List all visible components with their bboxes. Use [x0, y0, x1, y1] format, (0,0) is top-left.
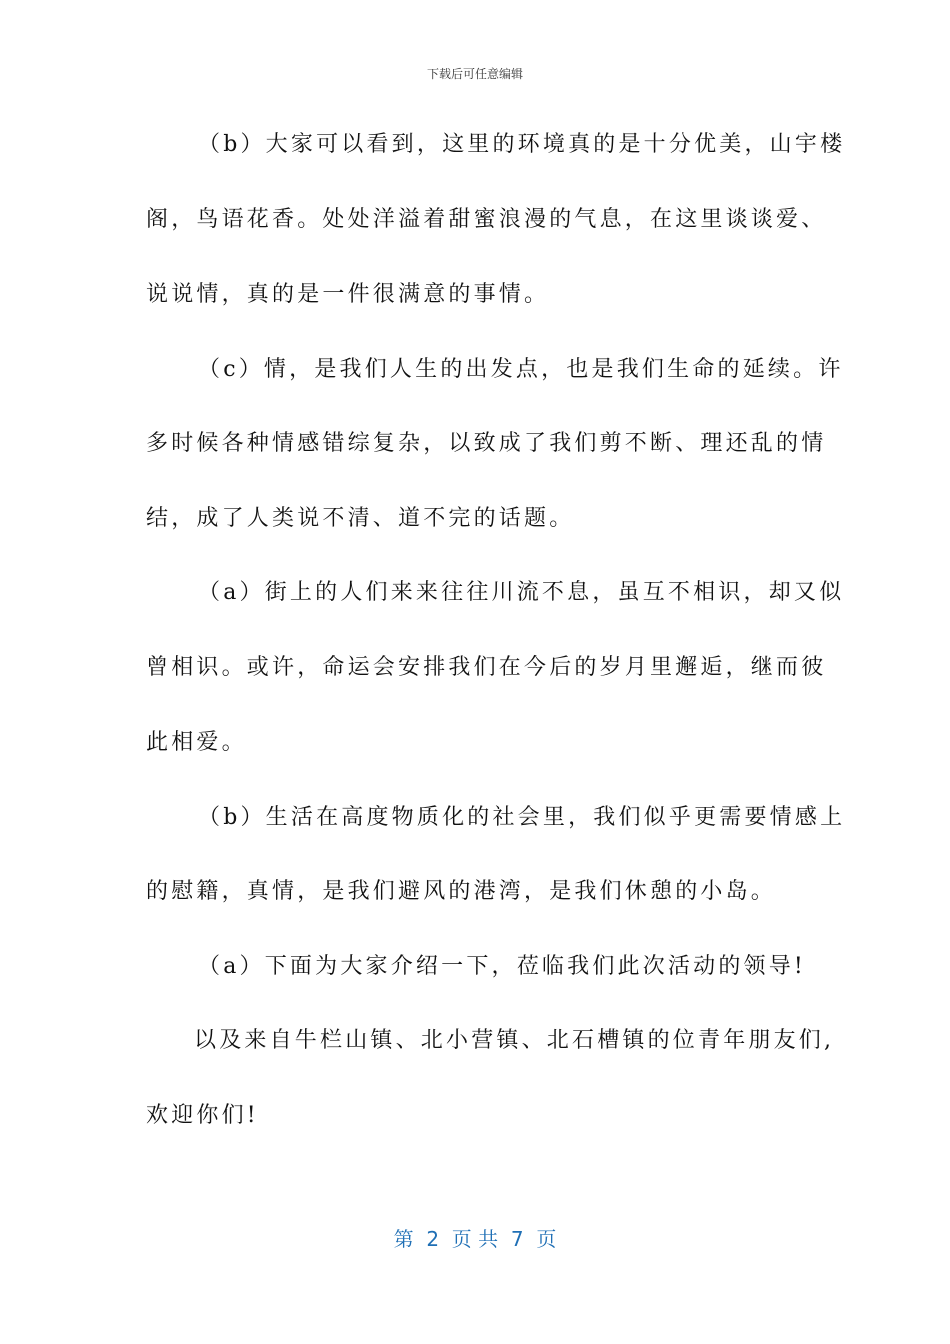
- page-number-text: 第 2 页 共 7 页: [393, 1227, 557, 1251]
- paragraph-2-line-1: （c）情，是我们人生的出发点，也是我们生命的延续。许: [198, 357, 844, 382]
- page-header: 下载后可任意编辑: [426, 67, 523, 81]
- paragraph-2-line-2: 多时候各种情感错综复杂，以致成了我们剪不断、理还乱的情: [146, 431, 827, 456]
- paragraph-2-line-3: 结，成了人类说不清、道不完的话题。: [146, 506, 575, 531]
- paragraph-3-line-2: 曾相识。或许，命运会安排我们在今后的岁月里邂逅，继而彼: [146, 655, 827, 680]
- paragraph-5-line-1: （a）下面为大家介绍一下，莅临我们此次活动的领导!: [198, 954, 806, 979]
- paragraph-1-line-2: 阁，鸟语花香。处处洋溢着甜蜜浪漫的气息，在这里谈谈爱、: [146, 207, 827, 232]
- paragraph-4-line-1: （b）生活在高度物质化的社会里，我们似乎更需要情感上: [198, 805, 846, 830]
- paragraph-3-line-1: （a）街上的人们来来往往川流不息，虽互不相识，却又似: [198, 580, 845, 605]
- paragraph-6-line-1: 以及来自牛栏山镇、北小营镇、北石槽镇的位青年朋友们,: [194, 1028, 835, 1053]
- paragraph-4-line-2: 的慰籍，真情，是我们避风的港湾，是我们休憩的小岛。: [146, 879, 777, 904]
- paragraph-3-line-3: 此相爱。: [146, 730, 247, 755]
- page-footer: [0, 1225, 950, 1253]
- paragraph-1-line-1: （b）大家可以看到，这里的环境真的是十分优美，山宇楼: [198, 132, 846, 157]
- paragraph-6-line-2: 欢迎你们!: [146, 1103, 259, 1128]
- paragraph-1-line-3: 说说情，真的是一件很满意的事情。: [146, 282, 550, 307]
